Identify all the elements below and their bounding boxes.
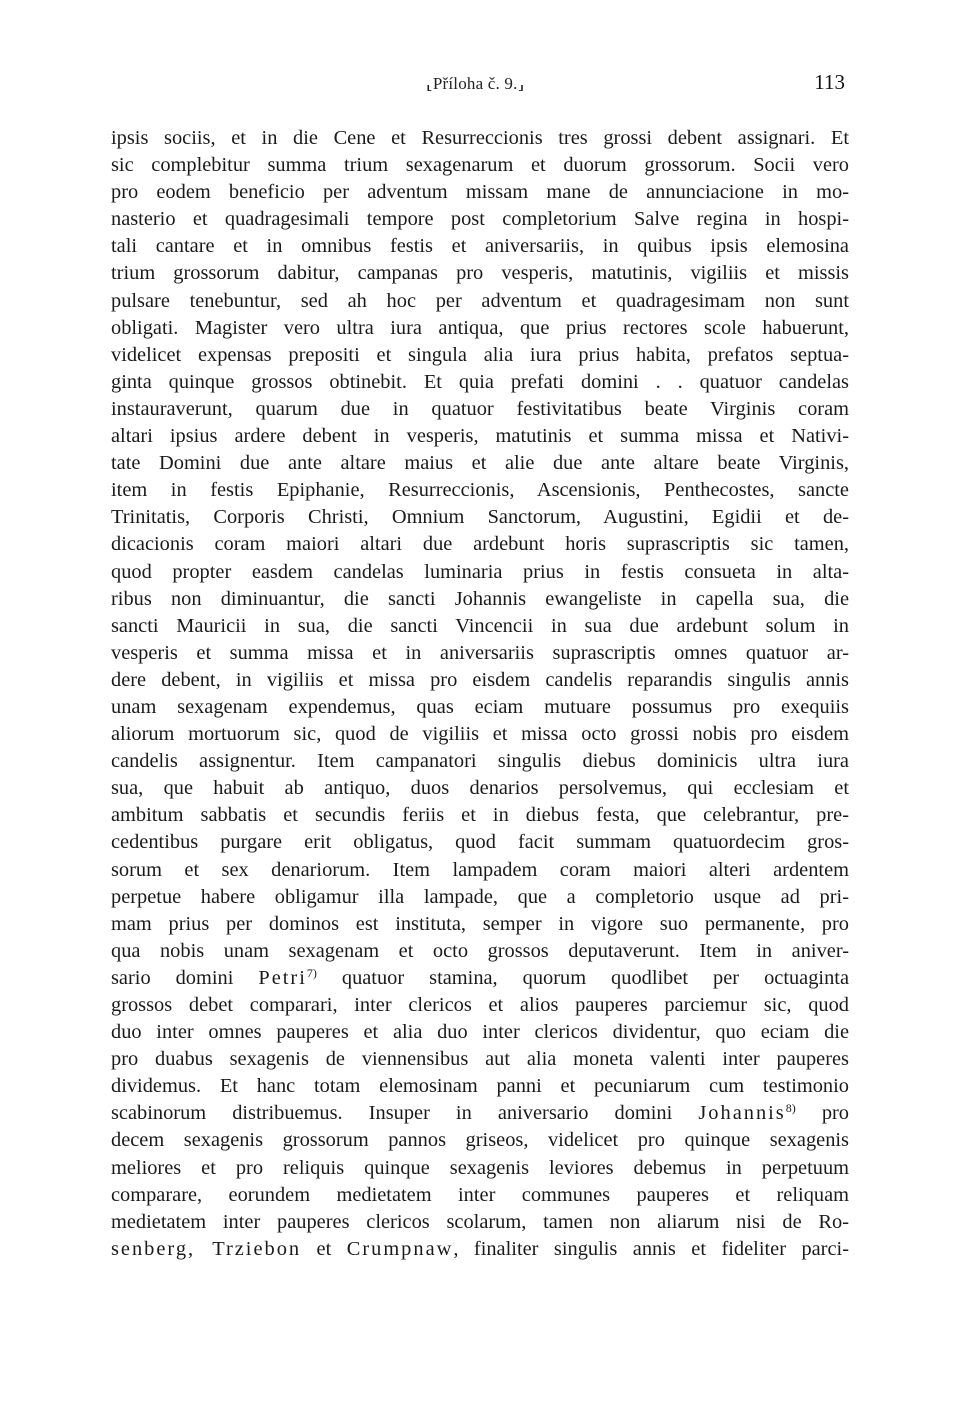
text-line: sua, que habuit ab antiquo, duos denarios persolvemus, qui ecclesiam et: [111, 777, 849, 800]
text-line: tate Domini due ante altare maius et alie due ante altare beate Virginis,: [111, 452, 849, 475]
text-line: aliorum mortuorum sic, quod de vigiliis et missa octo grossi nobis pro eisdem: [111, 723, 849, 746]
text-line: qua nobis unam sexagenam et octo grossos deputaverunt. Item in aniver-: [111, 939, 849, 962]
text-line: nasterio et quadragesimali tempore post completorium Salve regina in hospi-: [111, 208, 849, 231]
line-text: , finaliter singulis annis et fideliter parci-: [453, 1237, 849, 1260]
text-line: quod propter easdem candelas luminaria prius in festis consueta in alta-: [111, 560, 849, 583]
text-line: instauraverunt, quarum due in quatuor festivitatibus beate Virginis coram: [111, 397, 849, 420]
text-line: [111, 965, 849, 992]
line-text: pro: [795, 1102, 849, 1125]
text-line: ribus non diminuantur, die sancti Johannis ewangeliste in capella sua, die: [111, 587, 849, 610]
text-line: vesperis et summa missa et in aniversariis suprascriptis omnes quatuor ar-: [111, 641, 849, 664]
running-head: ⸤Příloha č. 9.⸥: [426, 74, 525, 93]
spaced-name: Crumpnaw: [346, 1237, 454, 1260]
text-line: dicacionis coram maiori altari due ardebunt horis suprascriptis sic tamen,: [111, 533, 849, 556]
text-line: tali cantare et in omnibus festis et aniversariis, in quibus ipsis elemosina: [111, 235, 849, 258]
text-line: duo inter omnes pauperes et alia duo inter clericos dividentur, quo eciam die: [111, 1021, 849, 1044]
text-line: unam sexagenam expendemus, quas eciam mutuare possumus pro exequiis: [111, 695, 849, 718]
spaced-name: senberg, Trziebon: [111, 1237, 302, 1260]
text-line: pro eodem beneficio per adventum missam mane de annunciacione in mo-: [111, 181, 849, 204]
spaced-name: Petri: [258, 966, 307, 989]
text-line: altari ipsius ardere debent in vesperis, matutinis et summa missa et Nativi-: [111, 425, 849, 448]
text-line: dere debent, in vigiliis et missa pro eisdem candelis reparandis singulis annis: [111, 668, 849, 691]
text-line: Trinitatis, Corporis Christi, Omnium Sanctorum, Augustini, Egidii et de-: [111, 506, 849, 529]
text-line: ipsis sociis, et in die Cene et Resurreccionis tres grossi debent assignari. Et: [111, 127, 849, 149]
text-line: medietatem inter pauperes clericos scolarum, tamen non aliarum nisi de Ro-: [111, 1210, 849, 1233]
text-line: item in festis Epiphanie, Resurreccionis, Ascensionis, Penthecostes, sancte: [111, 479, 849, 502]
line-text: et: [301, 1237, 347, 1260]
text-line: sorum et sex denariorum. Item lampadem coram maiori alteri ardentem: [111, 858, 849, 881]
text-line: sic complebitur summa trium sexagenarum et duorum grossorum. Socii vero: [111, 154, 849, 177]
text-line: decem sexagenis grossorum pannos griseos, videlicet pro quinque sexagenis: [111, 1129, 849, 1152]
text-line: videlicet expensas prepositi et singula alia iura prius habita, prefatos septua-: [111, 343, 849, 366]
text-line: trium grossorum dabitur, campanas pro vesperis, matutinis, vigiliis et missis: [111, 262, 849, 285]
text-line: candelis assignentur. Item campanatori singulis diebus dominicis ultra iura: [111, 750, 849, 773]
line-text: sario domini: [111, 966, 259, 989]
text-line: mam prius per dominos est instituta, semper in vigore suo permanente, pro: [111, 912, 849, 935]
text-line: perpetue habere obligamur illa lampade, que a completorio usque ad pri-: [111, 885, 849, 908]
text-line: meliores et pro reliquis quinque sexagenis leviores debemus in perpetuum: [111, 1156, 849, 1179]
text-line: obligati. Magister vero ultra iura antiqua, que prius rectores scole habuerunt,: [111, 316, 849, 339]
text-line: pulsare tenebuntur, sed ah hoc per adventum et quadragesimam non sunt: [111, 289, 849, 312]
text-line: cedentibus purgare erit obligatus, quod facit summam quatuordecim gros-: [111, 831, 849, 854]
text-line: sancti Mauricii in sua, die sancti Vincencii in sua due ardebunt solum in: [111, 614, 849, 637]
spaced-name: Johannis: [698, 1102, 786, 1125]
footnote-marker: 8): [785, 1101, 796, 1116]
text-line: pro duabus sexagenis de viennensibus aut alia moneta valenti inter pauperes: [111, 1048, 849, 1071]
text-line: [111, 1100, 849, 1127]
text-line: dividemus. Et hanc totam elemosinam panni et pecuniarum cum testimonio: [111, 1075, 849, 1098]
body-text: [111, 125, 849, 1263]
text-line: ambitum sabbatis et secundis feriis et in diebus festa, que celebrantur, pre-: [111, 804, 849, 827]
page-number: 113: [814, 70, 845, 94]
text-line: comparare, eorundem medietatem inter communes pauperes et reliquam: [111, 1183, 849, 1206]
text-line: [111, 1236, 849, 1263]
footnote-marker: 7): [306, 965, 317, 980]
line-text: scabinorum distribuemus. Insuper in aniversario domini: [111, 1102, 699, 1125]
line-text: quatuor stamina, quorum quodlibet per octuaginta: [316, 966, 849, 989]
text-line: ginta quinque grossos obtinebit. Et quia prefati domini . . quatuor candelas: [111, 370, 849, 393]
text-line: grossos debet comparari, inter clericos et alios pauperes parciemur sic, quod: [111, 994, 849, 1016]
